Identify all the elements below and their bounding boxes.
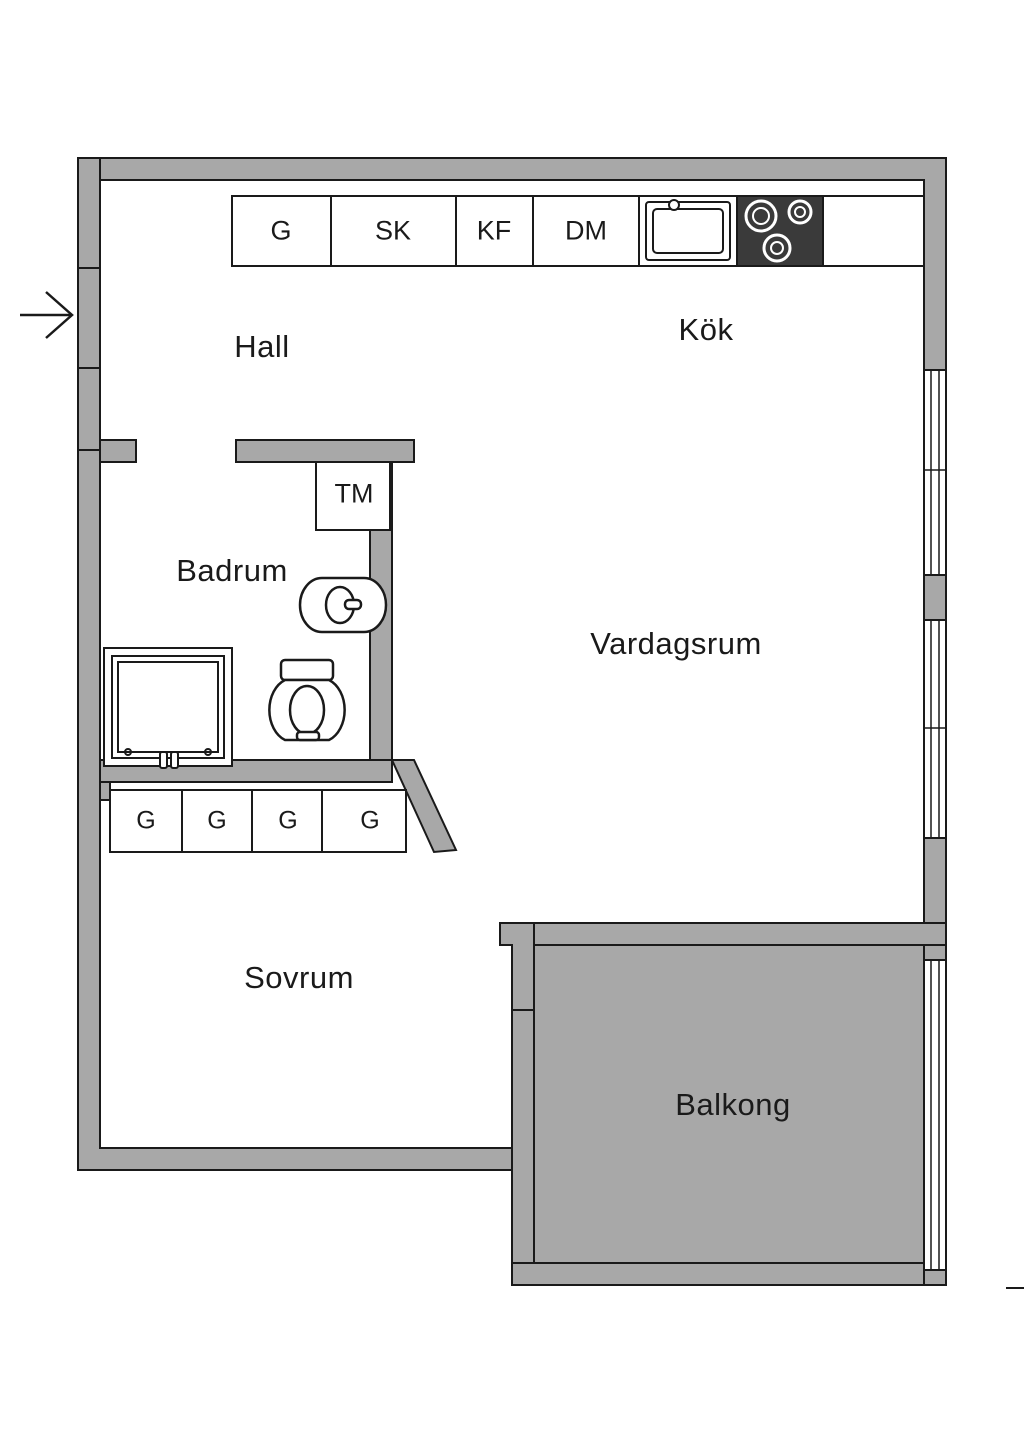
room-label-vardagsrum: Vardagsrum	[590, 626, 762, 661]
window-right-lower	[924, 620, 946, 838]
room-label-balkong: Balkong	[675, 1087, 791, 1122]
hall-left-partition	[78, 368, 100, 450]
living-room-bottom-wall	[500, 923, 946, 945]
kitchen-counter-right	[823, 196, 924, 266]
closet-label-3: G	[278, 806, 298, 835]
bathroom-top-wall	[236, 440, 414, 462]
windows-group	[924, 370, 946, 1270]
kitchen-unit-label-dm: DM	[565, 215, 607, 246]
entrance-wall-stub	[78, 158, 100, 268]
stove-cooktop-icon	[737, 196, 823, 266]
shower-cabin-icon	[104, 648, 232, 768]
toilet-icon	[269, 660, 344, 740]
laundry-unit-label-tm: TM	[334, 478, 374, 509]
kitchen-unit-label-g: G	[270, 215, 292, 246]
kitchen-sink-icon	[646, 200, 730, 260]
window-right-upper	[924, 370, 946, 575]
room-label-kok: Kök	[678, 312, 734, 347]
bedroom-top-wall	[100, 782, 110, 800]
balcony-bottom-wall	[512, 1263, 946, 1285]
closet-label-1: G	[136, 806, 156, 835]
bathroom-door-jamb	[100, 440, 136, 462]
closet-label-4: G	[360, 806, 380, 835]
kitchen-unit-label-sk: SK	[374, 215, 412, 246]
room-label-hall: Hall	[234, 329, 290, 364]
room-label-badrum: Badrum	[176, 553, 288, 588]
closet-label-2: G	[207, 806, 227, 835]
entrance-arrow-icon	[20, 292, 72, 338]
balcony-jog	[500, 923, 534, 1010]
balcony-railing	[924, 960, 946, 1270]
bathroom-sink-icon	[300, 578, 386, 632]
room-label-sovrum: Sovrum	[244, 960, 354, 995]
kitchen-unit-label-kf: KF	[476, 215, 512, 246]
